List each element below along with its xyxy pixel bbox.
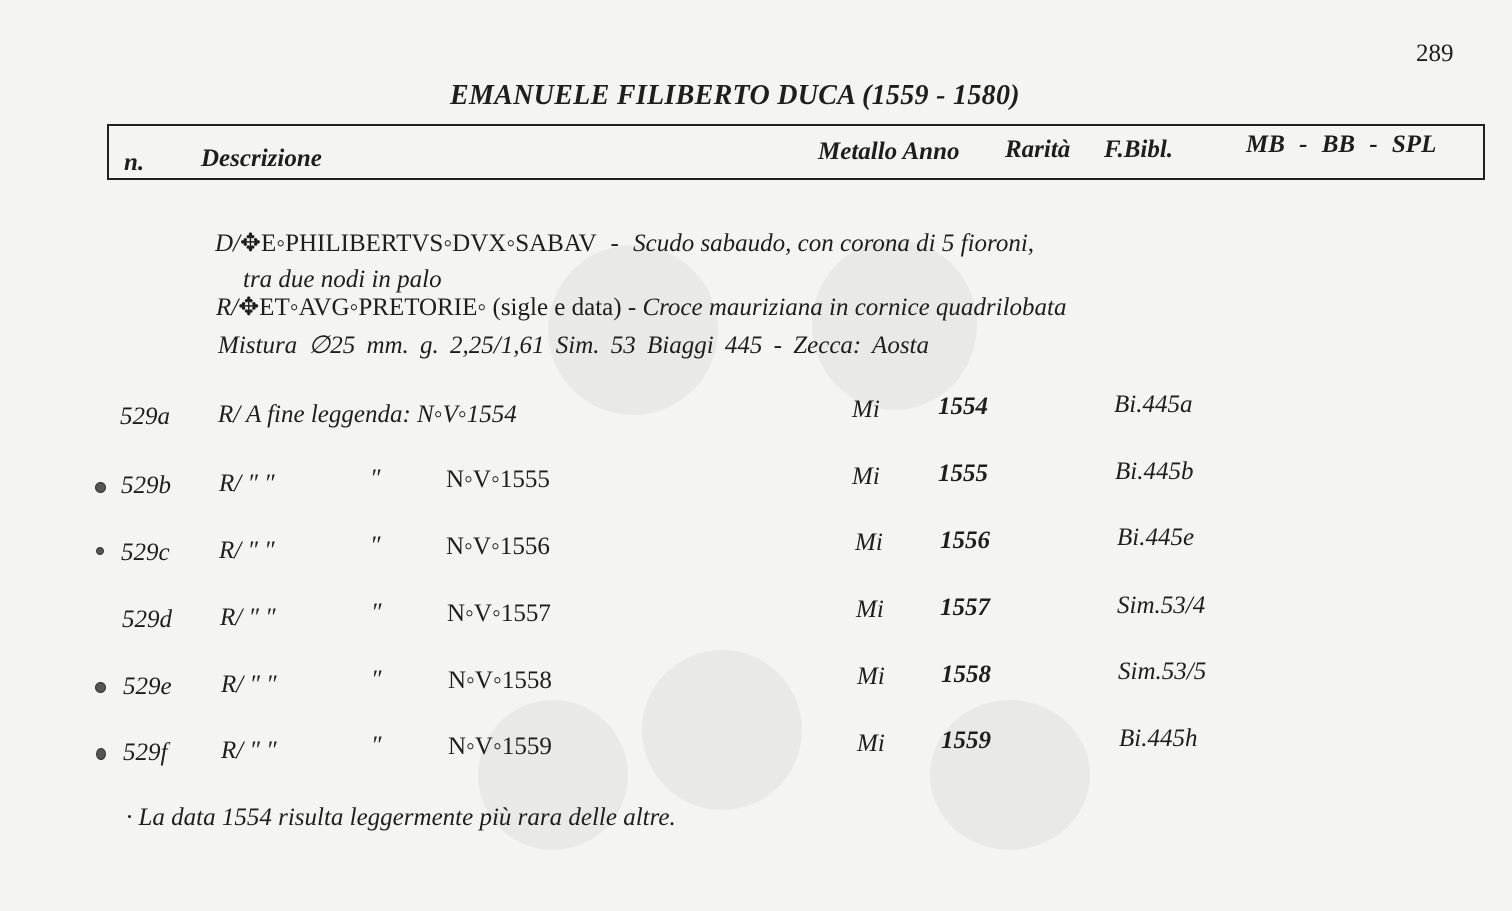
row-529e-legend: N◦V◦1558 [448, 667, 552, 694]
row-529e-year: 1558 [941, 661, 991, 688]
page-number: 289 [1416, 40, 1454, 67]
obverse-line [215, 228, 1034, 258]
obverse-legend: E◦PHILIBERTVS◦DVX◦SABAV [260, 230, 597, 257]
row-529f-metal: Mi [857, 730, 885, 757]
page-title: EMANUELE FILIBERTO DUCA (1559 - 1580) [450, 80, 1020, 111]
reverse-note: (sigle e data) - [492, 294, 637, 321]
row-529f-ditto: ″ [371, 732, 382, 759]
cross-icon: ✥ [238, 294, 260, 321]
row-529b-metal: Mi [852, 463, 880, 490]
reverse-legend: ET◦AVG◦PRETORIE◦ [259, 294, 487, 321]
row-529d-legend: N◦V◦1557 [447, 600, 551, 627]
row-529b-legend: N◦V◦1555 [446, 466, 550, 493]
bleed-through-coin [930, 700, 1090, 850]
row-529f-legend: N◦V◦1559 [448, 733, 552, 760]
row-529d-n: 529d [122, 606, 172, 633]
header-descrizione: Descrizione [201, 145, 322, 172]
row-529b-ref: Bi.445b [1115, 458, 1194, 485]
row-529d-year: 1557 [940, 594, 990, 621]
row-529f-ref: Bi.445h [1119, 725, 1198, 752]
row-529e-ref: Sim.53/5 [1118, 658, 1207, 685]
row-529a-desc: R/ A fine leggenda: N◦V◦1554 [218, 401, 517, 428]
row-529d-ref: Sim.53/4 [1117, 592, 1206, 619]
header-metallo-anno: Metallo Anno [818, 138, 960, 165]
reverse-prefix: R/ [216, 294, 239, 321]
obverse-prefix: D/ [215, 230, 240, 257]
row-529e-desc: R/ ″ ″ [221, 671, 277, 698]
coin-details: Mistura ∅25 mm. g. 2,25/1,61 Sim. 53 Biaggi 445 - Zecca: Aosta [218, 332, 930, 359]
footnote: · La data 1554 risulta leggermente più rara delle altre. [126, 804, 676, 831]
bleed-through-coin [642, 650, 802, 810]
row-bullet [95, 682, 106, 693]
header-fbibl: F.Bibl. [1104, 136, 1174, 163]
row-529c-ditto: ″ [370, 532, 381, 559]
row-529a-ref: Bi.445a [1114, 391, 1193, 418]
row-529c-n: 529c [121, 539, 170, 566]
row-bullet [96, 547, 104, 555]
obverse-separator: - [610, 230, 619, 257]
header-n: n. [124, 149, 145, 176]
row-529e-ditto: ″ [371, 666, 382, 693]
row-529c-year: 1556 [940, 527, 990, 554]
row-bullet [95, 482, 106, 493]
row-529b-year: 1555 [938, 460, 988, 487]
row-529d-ditto: ″ [371, 599, 382, 626]
cross-icon: ✥ [240, 230, 261, 257]
row-529b-ditto: ″ [370, 465, 381, 492]
reverse-line [216, 292, 1067, 322]
reverse-description: Croce mauriziana in cornice quadrilobata [642, 294, 1067, 321]
row-529a-year: 1554 [938, 393, 988, 420]
header-grades: MB - BB - SPL [1246, 131, 1437, 158]
row-529c-metal: Mi [855, 529, 883, 556]
row-529a-n: 529a [120, 403, 170, 430]
row-529c-desc: R/ ″ ″ [219, 537, 275, 564]
row-529e-n: 529e [123, 673, 172, 700]
header-rarita: Rarità [1005, 136, 1071, 163]
obverse-description-cont: tra due nodi in palo [243, 266, 442, 293]
row-529a-metal: Mi [852, 396, 880, 423]
row-529e-metal: Mi [857, 663, 885, 690]
row-529c-legend: N◦V◦1556 [446, 533, 550, 560]
row-529d-desc: R/ ″ ″ [220, 604, 276, 631]
row-bullet [96, 748, 106, 760]
obverse-description: Scudo sabaudo, con corona di 5 fioroni, [633, 230, 1035, 257]
bleed-through-coin [812, 240, 977, 410]
row-529f-n: 529f [123, 739, 168, 766]
row-529d-metal: Mi [856, 596, 884, 623]
row-529c-ref: Bi.445e [1117, 524, 1195, 551]
row-529f-year: 1559 [941, 727, 991, 754]
row-529f-desc: R/ ″ ″ [221, 737, 277, 764]
row-529b-n: 529b [121, 472, 171, 499]
row-529b-desc: R/ ″ ″ [219, 470, 275, 497]
